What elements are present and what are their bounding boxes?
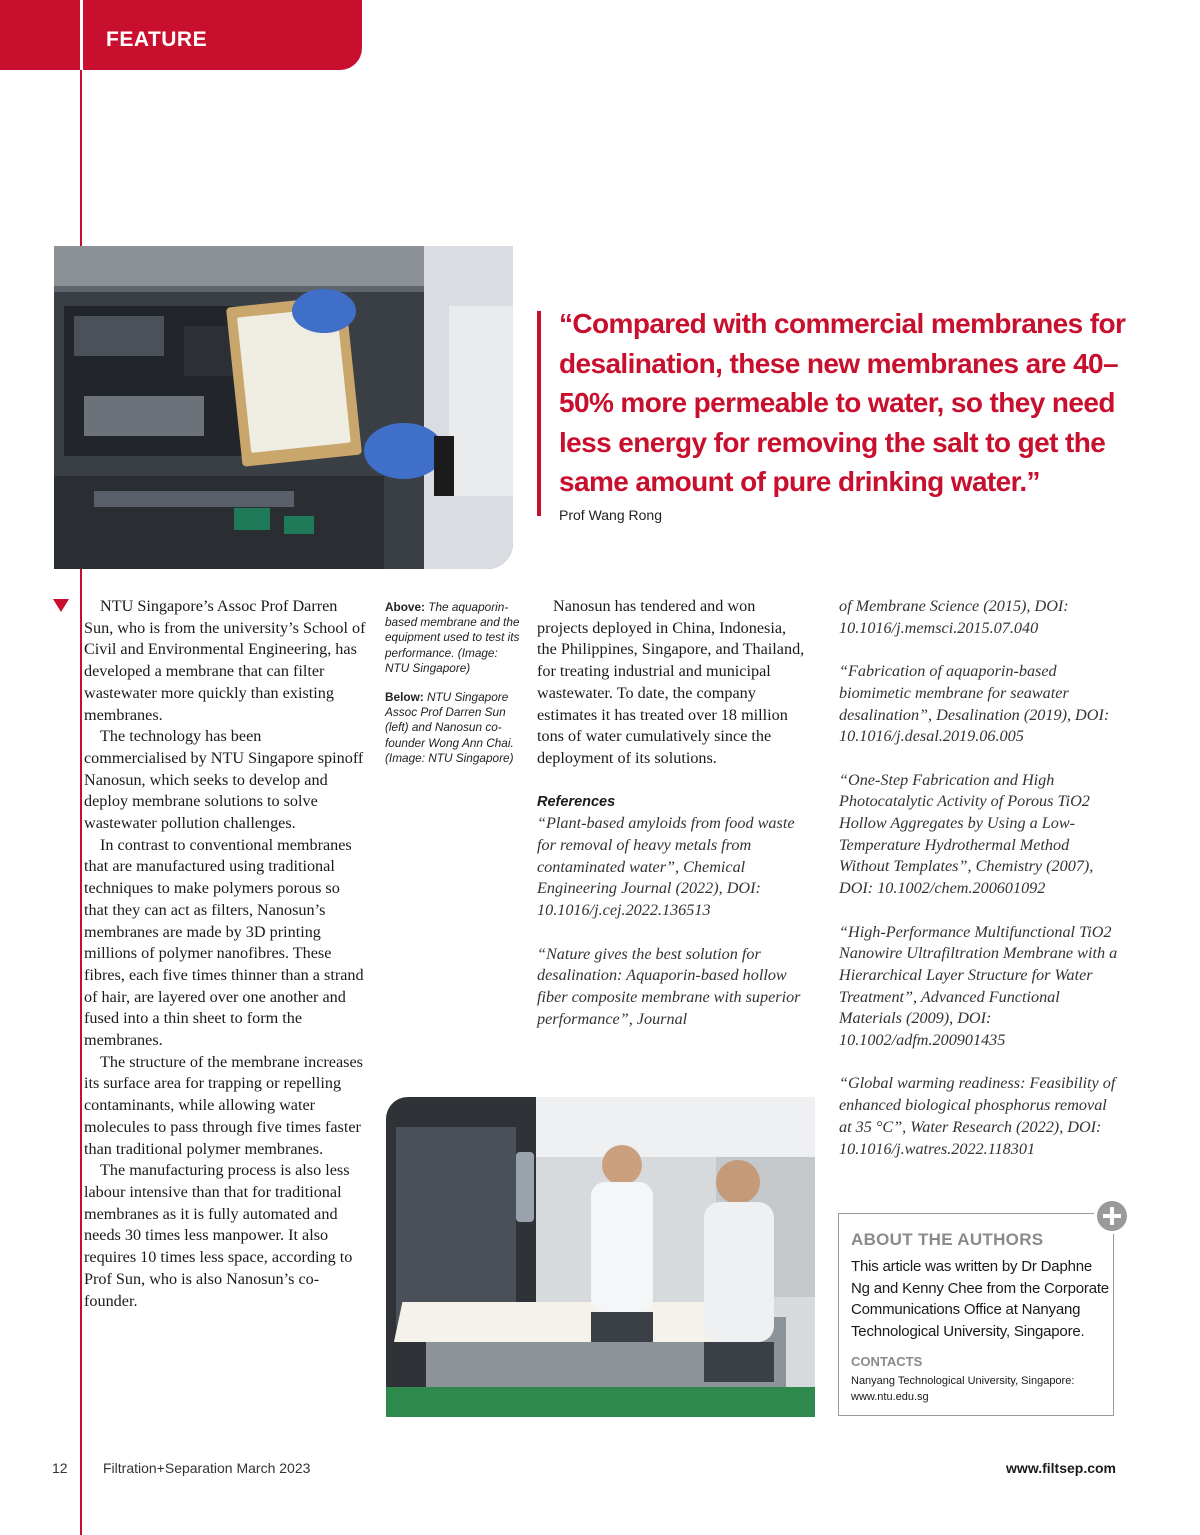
- page-number: 12: [52, 1460, 68, 1476]
- quote-accent-bar: [537, 311, 541, 516]
- body-paragraph: The structure of the membrane increases its surface area for trapping or repelling contaminants, while allowing water molecules to pass through five times faster than traditional polymer membranes.: [84, 1052, 363, 1158]
- about-authors-box: [838, 1213, 1114, 1416]
- plus-icon: [1094, 1198, 1130, 1234]
- references-column-4: [839, 596, 1119, 1182]
- section-label: FEATURE: [106, 28, 208, 51]
- body-paragraph: In contrast to conventional membranes that are manufactured using traditional techniques to make polymers porous so that they can act as filters, Nanosun’s membranes are made by 3D printing millions of polymer nanofibres. These fibres, each five times thinner than a strand of hair, are layered over one another and fused into a thin sheet to form the membranes.: [84, 835, 364, 1050]
- body-paragraph: The technology has been commercialised by NTU Singapore spinoff Nanosun, which seeks to develop and deploy membrane solutions to solve wastewater pollution challenges.: [84, 727, 364, 833]
- reference-item: “Nature gives the best solution for desalination: Aquaporin-based hollow fiber composite membrane with superior performance”, Journal: [537, 944, 801, 1028]
- caption-above: [385, 600, 520, 676]
- article-column-3: [537, 596, 807, 1052]
- reference-item: of Membrane Science (2015), DOI: 10.1016/j.memsci.2015.07.040: [839, 597, 1069, 637]
- article-start-marker-icon: [53, 599, 69, 612]
- contacts-text: Nanyang Technological University, Singapore: www.ntu.edu.sg: [851, 1375, 1075, 1403]
- caption-below-label: Below:: [385, 690, 424, 705]
- website-link[interactable]: www.filtsep.com: [1006, 1460, 1116, 1476]
- reference-item: “High-Performance Multifunctional TiO2 Nanowire Ultrafiltration Membrane with a Hierarchical Layer Structure for Water Treatment”, Advanced Functional Materials (2009), DOI: 10.1002/adfm.200901435: [839, 922, 1118, 1050]
- membrane-photo: [54, 246, 513, 569]
- publication-name: Filtration+Separation March 2023: [103, 1460, 311, 1476]
- quote-attribution: Prof Wang Rong: [559, 507, 662, 523]
- about-text: This article was written by Dr Daphne Ng and Kenny Chee from the Corporate Communications Office at Nanyang Technological University, Singapore.: [851, 1258, 1109, 1340]
- reference-item: “Global warming readiness: Feasibility of enhanced biological phosphorus removal at 35 °C”, Water Research (2022), DOI: 10.1016/j.watres.2022.118301: [839, 1074, 1116, 1158]
- header-divider: [80, 0, 83, 70]
- reference-item: “Plant-based amyloids from food waste for removal of heavy metals from contaminated water”, Chemical Engineering Journal (2022), DOI: 10.1016/j.cej.2022.136513: [537, 814, 795, 920]
- references-heading: References: [537, 793, 616, 810]
- caption-below-text: NTU Singapore Assoc Prof Darren Sun (left) and Nanosun co-founder Wong Ann Chai. (Image: NTU Singapore): [385, 690, 514, 765]
- body-paragraph: Nanosun has tendered and won projects deployed in China, Indonesia, the Philippines, Singapore, and Thailand, for treating industrial and municipal wastewater. To date, the company estimates it has treated over 18 million tons of water cumulatively since the deployment of its solutions.: [537, 597, 805, 767]
- caption-below: [385, 690, 520, 766]
- reference-item: “Fabrication of aquaporin-based biomimetic membrane for seawater desalination”, Desalination (2019), DOI: 10.1016/j.desal.2019.06.005: [839, 662, 1110, 746]
- body-paragraph: NTU Singapore’s Assoc Prof Darren Sun, who is from the university’s School of Civil and Environmental Engineering, has developed a membrane that can filter wastewater more quickly than existing membranes.: [84, 597, 366, 724]
- caption-above-text: The aquaporin-based membrane and the equipment used to test its performance. (Image: NTU Singapore): [385, 600, 520, 675]
- article-column-1: [84, 596, 366, 1312]
- caption-above-label: Above:: [385, 600, 425, 614]
- founders-photo: [386, 1097, 815, 1417]
- contacts-title: CONTACTS: [851, 1354, 923, 1369]
- photo-captions: [385, 600, 520, 780]
- body-paragraph: The manufacturing process is also less labour intensive than that for traditional membranes as it is fully automated and needs 30 times less manpower. It also requires 10 times less space, according to Prof Sun, who is also Nanosun’s co-founder.: [84, 1161, 353, 1310]
- about-title: ABOUT THE AUTHORS: [851, 1230, 1044, 1249]
- pull-quote: “Compared with commercial membranes for desalination, these new membranes are 40–50% more permeable to water, so they need less energy for removing the salt to get the same amount of pure drinking water.”: [559, 308, 1126, 497]
- reference-item: “One-Step Fabrication and High Photocatalytic Activity of Porous TiO2 Hollow Aggregates by Using a Low-Temperature Hydrothermal Method Without Templates”, Chemistry (2007), DOI: 10.1002/chem.200601092: [839, 770, 1094, 898]
